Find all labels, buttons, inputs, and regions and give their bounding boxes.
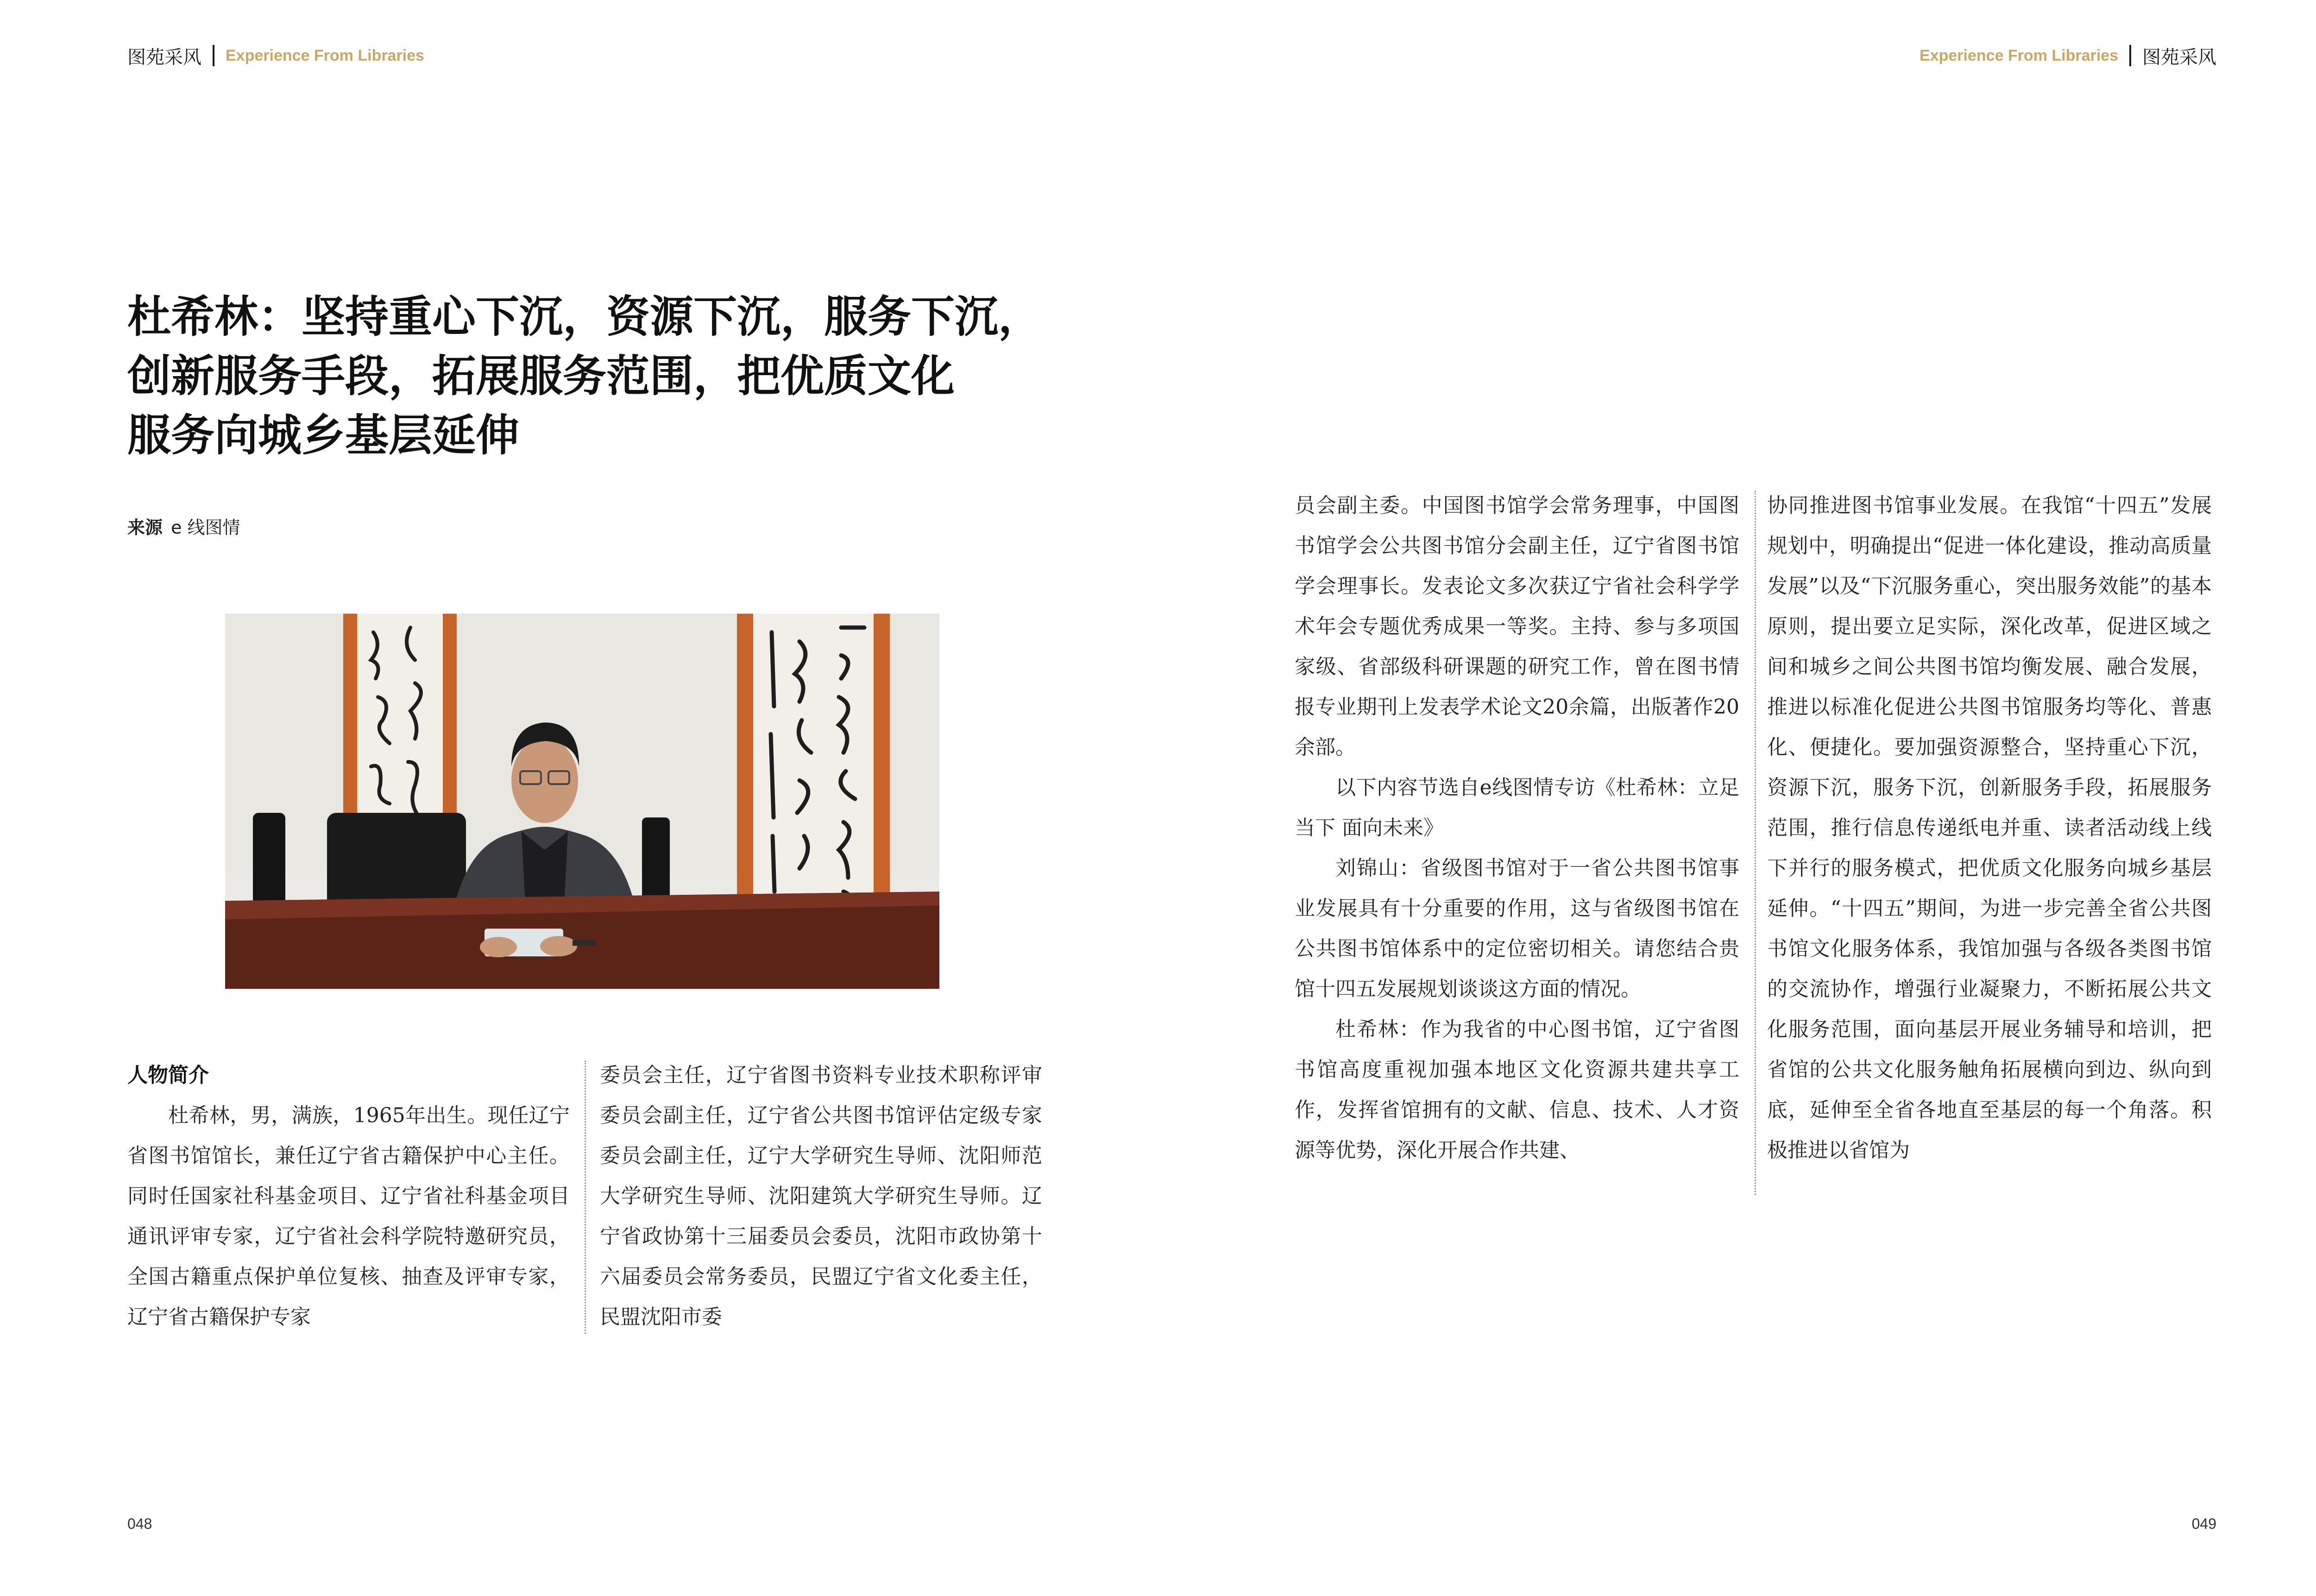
text-line: 拓展横向到边、纵向到底，延伸至全省各地 bbox=[1767, 1058, 2212, 1122]
column-3 bbox=[1295, 485, 1739, 1170]
interview-photo bbox=[225, 614, 939, 989]
left-page-header bbox=[127, 43, 424, 69]
text-line: 省社会科学学术年会专题优秀成果一等奖。 bbox=[1295, 574, 1739, 638]
text-line: 类图书馆的交流协作，增强行业凝聚力，不 bbox=[1767, 937, 2212, 1001]
text-line: 省图书馆高度重视加强本地区文化资源共建 bbox=[1295, 1018, 1739, 1081]
text-line: 学研究生导师。辽宁省政协第十三届委员 bbox=[600, 1184, 1043, 1248]
source-label: 来源 bbox=[127, 517, 163, 538]
text-line: 直至基层的每一个角落。积极推进以省馆为 bbox=[1767, 1098, 2212, 1162]
paragraph bbox=[1295, 848, 1739, 1009]
text-line: 核、抽查及评审专家，辽宁省古籍保护专家 bbox=[127, 1265, 570, 1329]
text-line: 效能”的基本原则，提出要立足实际，深化改 bbox=[1767, 574, 2212, 638]
text-line: 展规划中，明确提出“促进一体化建设，推动 bbox=[1767, 494, 2212, 558]
page-number-right: 049 bbox=[2191, 1515, 2216, 1532]
text-line: 主持、参与多项国家级、省部级科研课题的 bbox=[1295, 615, 1740, 679]
text-line: 共享工作，发挥省馆拥有的文献、信息、技 bbox=[1295, 1058, 1739, 1122]
text-line: 断拓展公共文化服务范围，面向基层开展业 bbox=[1767, 977, 2212, 1041]
text-line: 国图书馆学会公共图书馆分会副主任，辽宁 bbox=[1295, 494, 1740, 558]
paragraph bbox=[1295, 767, 1739, 848]
text-line: 术论文20余篇，出版著作20余部。 bbox=[1295, 695, 1739, 759]
text-line: 杜希林：作为我省的中心图书馆，辽宁 bbox=[1335, 1018, 1698, 1041]
text-line: 强资源整合，坚持重心下沉，资源下沉，服 bbox=[1767, 735, 2212, 799]
text-line: 定级专家委员会副主任，辽宁大学研究生导 bbox=[600, 1104, 1043, 1168]
text-line: 协同推进图书馆事业发展。在我馆“十四五”发 bbox=[1767, 494, 2191, 517]
section-name-en: Experience From Libraries bbox=[226, 46, 424, 64]
text-line: 延伸。“十四五”期间，为进一步完善全省公 bbox=[1767, 897, 2171, 920]
text-line: 务辅导和培训，把省馆的公共文化服务触角 bbox=[1767, 1018, 2212, 1081]
text-line: 会委员，沈阳市政协第十六届委员会常务委 bbox=[600, 1225, 1042, 1288]
text-line: 面的情况。 bbox=[1539, 977, 1641, 1001]
text-line: 衡发展、融合发展，推进以标准化促进公共 bbox=[1767, 655, 2212, 719]
section-heading: 人物简介 bbox=[127, 1063, 209, 1087]
column-divider bbox=[1755, 491, 1756, 1195]
section-name-en: Experience From Libraries bbox=[1920, 46, 2118, 64]
text-line: 关。请您结合贵馆十四五发展规划谈谈这方 bbox=[1295, 937, 1740, 1001]
text-line: 委员会主任，辽宁省图书资料专业技术职称 bbox=[600, 1063, 1001, 1087]
text-line: 省图书馆学会理事长。发表论文多次获辽宁 bbox=[1295, 534, 1740, 598]
header-separator bbox=[213, 45, 214, 66]
text-line: 研究工作，曾在图书情报专业期刊上发表学 bbox=[1295, 655, 1740, 719]
text-line: 学院特邀研究员，全国古籍重点保护单位复 bbox=[127, 1225, 570, 1288]
article-source bbox=[127, 513, 240, 539]
text-line: 师、沈阳师范大学研究生导师、沈阳建筑大 bbox=[600, 1144, 1042, 1208]
text-line: 图书馆在公共图书馆体系中的定位密切相 bbox=[1295, 897, 1740, 961]
text-line: 社科基金项目通讯评审专家，辽宁省社会科 bbox=[127, 1184, 570, 1248]
title-line: 服务向城乡基层延伸 bbox=[127, 410, 520, 461]
right-page-header bbox=[1920, 43, 2216, 69]
text-line: 刘锦山：省级图书馆对于一省公共图书 bbox=[1335, 856, 1698, 880]
text-line: 辽宁省图书馆馆长，兼任辽宁省古籍保护中 bbox=[127, 1104, 570, 1168]
text-line: 高质量发展”以及“下沉服务重心，突出服务 bbox=[1767, 534, 2212, 598]
column-1 bbox=[127, 1055, 570, 1337]
paragraph bbox=[1295, 1009, 1739, 1170]
text-line: 员，民盟辽宁省文化委主任，民盟沈阳市委 bbox=[600, 1265, 1043, 1329]
header-separator bbox=[2129, 45, 2131, 66]
paragraph bbox=[127, 1095, 570, 1337]
page-number-left: 048 bbox=[127, 1515, 152, 1532]
text-line: 馆事业发展具有十分重要的作用，这与省级 bbox=[1295, 856, 1739, 920]
paragraph bbox=[600, 1055, 1042, 1337]
text-line: 员会副主委。中国图书馆学会常务理事，中 bbox=[1295, 494, 1698, 517]
text-line: 行的服务模式，把优质文化服务向城乡基层 bbox=[1809, 856, 2212, 880]
paragraph bbox=[1767, 485, 2212, 1170]
title-line: 创新服务手段，拓展服务范围，把优质文化 bbox=[127, 351, 955, 402]
text-line: 行信息传递纸电并重、读者活动线上线下并 bbox=[1767, 816, 2212, 880]
column-divider bbox=[585, 1061, 586, 1334]
text-line: 立足当下 面向未来》 bbox=[1295, 776, 1739, 840]
section-name: 图苑采风 bbox=[127, 46, 201, 68]
text-line: 术、人才资源等优势，深化开展合作共建、 bbox=[1295, 1098, 1740, 1162]
text-line: 杜希林，男，满族，1965年出生。现任 bbox=[168, 1104, 529, 1127]
paragraph bbox=[1295, 485, 1739, 767]
section-name: 图苑采风 bbox=[2142, 46, 2216, 68]
text-line: 以下内容节选自e线图情专访《杜希林： bbox=[1335, 776, 1699, 799]
text-line: 务下沉，创新服务手段，拓展服务范围，推 bbox=[1767, 776, 2212, 840]
photo-illustration bbox=[225, 614, 939, 989]
source-value: e 线图情 bbox=[171, 517, 240, 538]
text-line: 心主任。同时任国家社科基金项目、辽宁省 bbox=[127, 1144, 570, 1208]
column-4 bbox=[1767, 485, 2212, 1170]
text-line: 评审委员会副主任，辽宁省公共图书馆评估 bbox=[600, 1063, 1043, 1127]
title-line: 杜希林：坚持重心下沉，资源下沉，服务下沉， bbox=[127, 291, 1042, 342]
text-line: 共图书馆文化服务体系，我馆加强与各级各 bbox=[1767, 897, 2212, 961]
article-title bbox=[127, 287, 1063, 465]
column-2 bbox=[600, 1055, 1042, 1337]
text-line: 革，促进区域之间和城乡之间公共图书馆均 bbox=[1767, 615, 2212, 679]
text-line: 图书馆服务均等化、普惠化、便捷化。要加 bbox=[1767, 695, 2212, 759]
